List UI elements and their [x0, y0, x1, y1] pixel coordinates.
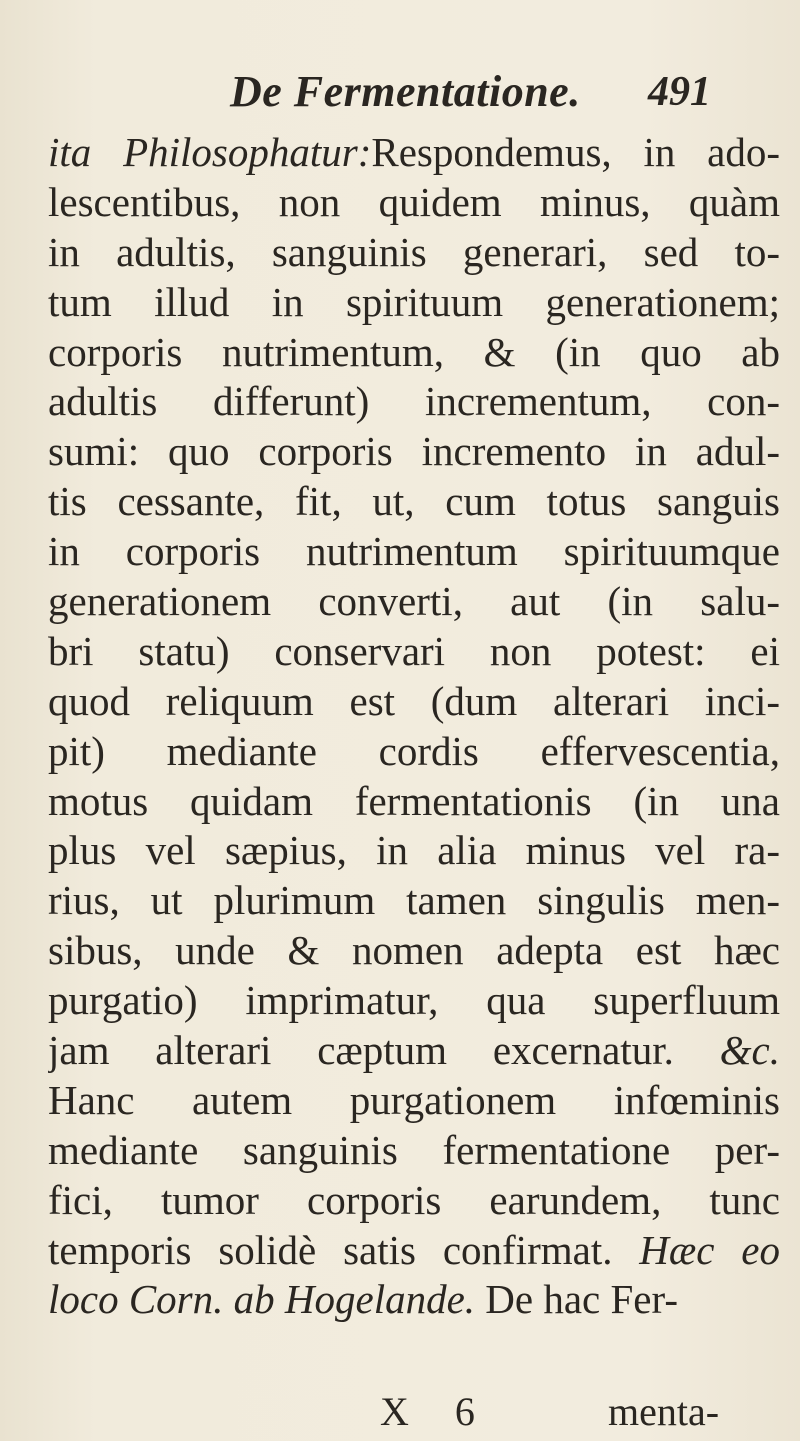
text-segment: generationem converti, aut (in salu- [48, 578, 780, 625]
text-segment: jam alterari cæptum excernatur. [48, 1027, 720, 1074]
text-segment: corporis nutrimentum, & (in quo ab [48, 328, 780, 375]
text-segment: purgatio) imprimatur, qua superfluum [48, 977, 780, 1024]
text-line [48, 777, 780, 827]
text-line [48, 477, 780, 527]
text-line [48, 1176, 780, 1226]
text-line [48, 727, 780, 777]
text-line [48, 228, 780, 278]
text-segment: adultis differunt) incrementum, con- [48, 378, 780, 425]
text-line [48, 577, 780, 627]
italic-text-segment: &c. [719, 1027, 780, 1074]
text-line [48, 1076, 780, 1126]
text-line [48, 876, 780, 926]
text-segment: mediante sanguinis fermentatione per- [48, 1126, 780, 1173]
text-segment: motus quidam fermentationis (in una [48, 777, 780, 824]
text-segment: sumi: quo corporis incremento in adul- [48, 428, 780, 475]
page-number: 491 [648, 69, 711, 115]
page-header [0, 66, 800, 126]
text-segment: temporis solidè satis confirmat. [48, 1226, 640, 1273]
running-head: De Fermentatione. [230, 67, 581, 116]
italic-text-segment: Hæc eo [639, 1226, 780, 1273]
text-segment: bri statu) conservari non potest: ei [48, 627, 780, 674]
text-line [48, 1226, 780, 1276]
text-line [48, 377, 780, 427]
text-segment: Respondemus, in ado- [371, 129, 780, 175]
text-line [48, 427, 780, 477]
text-segment: quod reliquum est (dum alterari inci- [48, 677, 780, 724]
text-segment: lescentibus, non quidem minus, quàm [48, 178, 780, 225]
italic-text-segment: loco Corn. ab Hogelande. [48, 1276, 476, 1323]
text-segment: De hac Fer- [475, 1276, 678, 1323]
text-segment: tis cessante, fit, ut, cum totus sanguis [48, 478, 780, 525]
text-segment: sibus, unde & nomen adepta est hæc [48, 927, 780, 974]
text-line [48, 1275, 780, 1325]
text-line [48, 527, 780, 577]
text-line [48, 926, 780, 976]
text-segment: plus vel sæpius, in alia minus vel ra- [48, 827, 780, 874]
text-line [48, 328, 780, 378]
text-segment: pit) mediante cordis effervescentia, [48, 727, 780, 774]
signature-mark: X 6 [380, 1389, 493, 1434]
text-line [48, 128, 780, 178]
italic-text-segment: ita Philosophatur: [48, 129, 372, 175]
text-line [48, 278, 780, 328]
text-line [48, 826, 780, 876]
text-segment: rius, ut plurimum tamen singulis men- [48, 877, 780, 924]
body-text [48, 128, 780, 1325]
text-line [48, 976, 780, 1026]
text-segment: tum illud in spirituum generationem; [48, 278, 780, 325]
text-segment: in adultis, sanguinis generari, sed to- [48, 228, 780, 275]
text-line [48, 677, 780, 727]
text-line [48, 178, 780, 228]
text-line [48, 627, 780, 677]
text-line [48, 1026, 780, 1076]
page-footer [0, 1388, 800, 1438]
text-segment: Hanc autem purgationem infœminis [48, 1076, 780, 1123]
text-line [48, 1126, 780, 1176]
text-segment: fici, tumor corporis earundem, tunc [48, 1176, 780, 1223]
text-segment: in corporis nutrimentum spirituumque [48, 528, 780, 575]
catchword: menta- [608, 1389, 720, 1434]
